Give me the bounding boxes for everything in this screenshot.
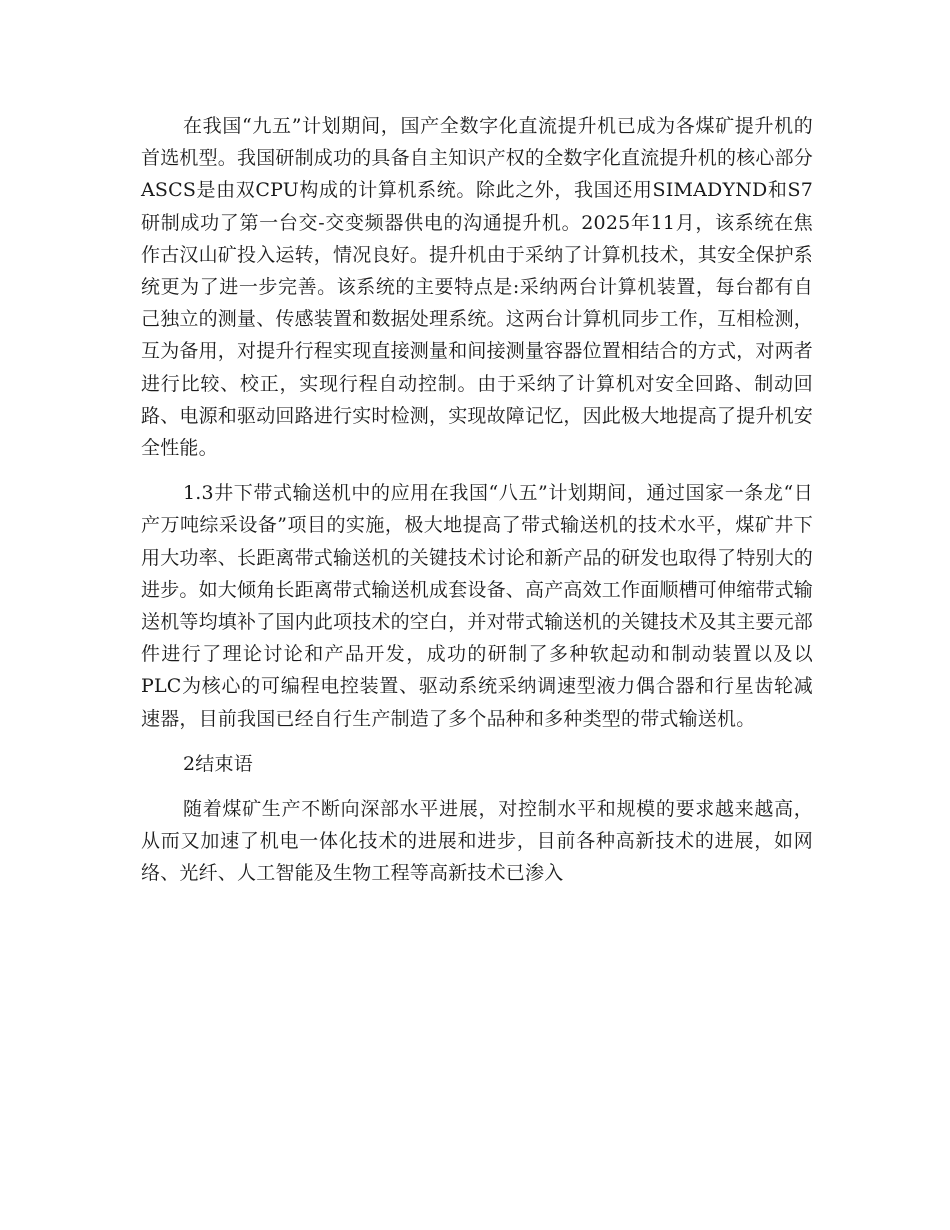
document-body: [141, 110, 813, 890]
section-heading-conclusion: 2结束语: [183, 752, 253, 775]
paragraph-hoist-system: 在我国“九五”计划期间，国产全数字化直流提升机已成为各煤矿提升机的首选机型。我国研制成功的具备自主知识产权的全数字化直流提升机的核心部分ASCS是由双CPU构成的计算机系统。除此之外，我国还用SIMADYND和S7研制成功了第一台交-交变频器供电的沟通提升机。2025年11月，该系统在焦作古汉山矿投入运转，情况良好。提升机由于采纳了计算机技术，其安全保护系统更为了进一步完善。该系统的主要特点是:采纳两台计算机装置，每台都有自己独立的测量、传感装置和数据处理系统。这两台计算机同步工作，互相检测，互为备用，对提升行程实现直接测量和间接测量容器位置相结合的方式，对两者进行比较、校正，实现行程自动控制。由于采纳了计算机对安全回路、制动回路、电源和驱动回路进行实时检测，实现故障记忆，因此极大地提高了提升机安全性能。: [141, 115, 814, 460]
paragraph-conclusion: 随着煤矿生产不断向深部水平进展，对控制水平和规模的要求越来越高，从而又加速了机电一体化技术的进展和进步，目前各种高新技术的进展，如网络、光纤、人工智能及生物工程等高新技术已渗入: [141, 798, 813, 885]
paragraph-belt-conveyor: 1.3井下带式输送机中的应用在我国“八五”计划期间，通过国家一条龙“日产万吨综采设备”项目的实施，极大地提高了带式输送机的技术水平，煤矿井下用大功率、长距离带式输送机的关键技术讨论和新产品的研发也取得了特别大的进步。如大倾角长距离带式输送机成套设备、高产高效工作面顺槽可伸缩带式输送机等均填补了国内此项技术的空白，并对带式输送机的关键技术及其主要元部件进行了理论讨论和产品开发，成功的研制了多种软起动和制动装置以及以PLC为核心的可编程电控装置、驱动系统采纳调速型液力偶合器和行星齿轮减速器，目前我国已经自行生产制造了多个品种和多种类型的带式输送机。: [141, 482, 814, 730]
